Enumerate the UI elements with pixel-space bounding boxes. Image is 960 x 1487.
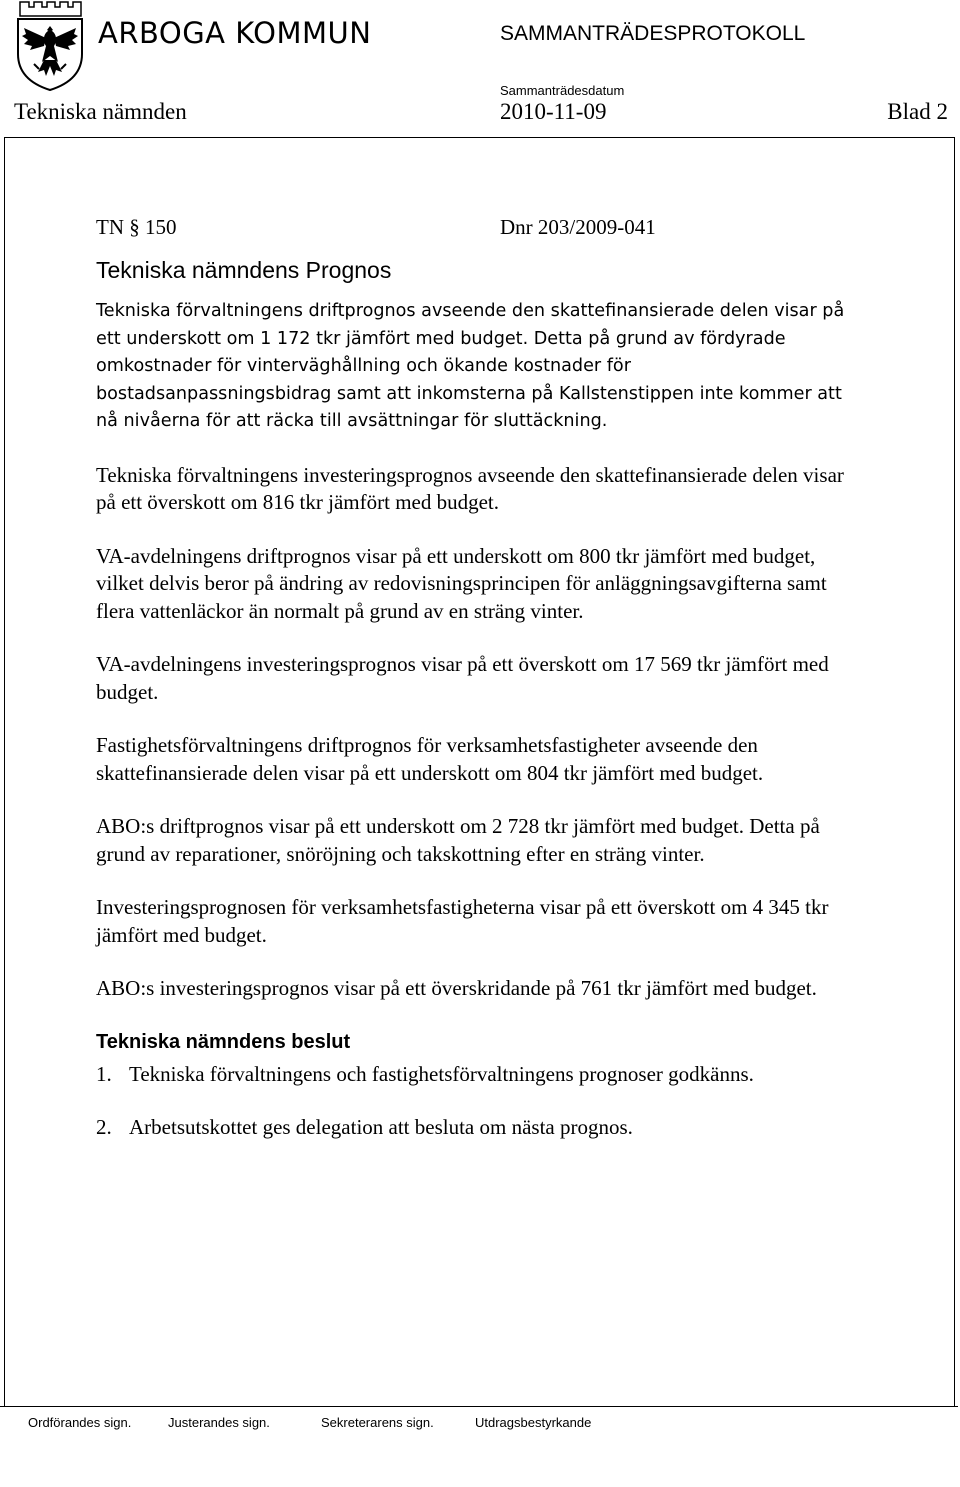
decision-item	[96, 1114, 856, 1142]
board-name: Tekniska nämnden	[14, 99, 187, 124]
meeting-date-label: Sammanträdesdatum	[500, 83, 625, 98]
arboga-coat-of-arms-icon	[14, 0, 86, 92]
paragraph-va-drift: VA-avdelningens driftprognos visar på ett underskott om 800 tkr jämfört med budget, vilket delvis beror på ändring av redovisningsprincipen för anläggningsavgifterna samt flera vattenläckor än normalt på grund av en sträng vinter.	[96, 543, 827, 623]
meeting-date: 2010-11-09	[500, 99, 607, 124]
document-type: SAMMANTRÄDESPROTOKOLL	[500, 22, 806, 45]
chair-signature-label: Ordförandes sign.	[28, 1415, 132, 1430]
protocol-body	[96, 214, 856, 1168]
paragraph-tekniska-drift: Tekniska förvaltningens driftprognos avseende den skattefinansierade delen visar på ett underskott om 1 172 tkr jämfört med budget. Detta på grund av fördyrade omkostnader för vinterväghållning och ökande kostnader för bostadsanpassningsbidrag samt att inkomsterna på Kallstenstippen inte kommer att nå nivåerna för att räcka till avsättningar för sluttäckning.	[96, 301, 845, 431]
organization-name: ARBOGA KOMMUN	[98, 16, 372, 50]
case-number: TN § 150	[96, 215, 177, 239]
paragraph-abo-investering: ABO:s investeringsprognos visar på ett överskridande på 761 tkr jämfört med budget.	[96, 976, 817, 1000]
decision-list	[96, 1061, 856, 1142]
case-reference	[96, 214, 856, 242]
decision-item-text: Tekniska förvaltningens och fastighetsförvaltningens prognoser godkänns.	[129, 1061, 754, 1086]
decision-heading: Tekniska nämndens beslut	[96, 1030, 351, 1053]
decision-item-number: 2.	[96, 1115, 112, 1139]
paragraph-tekniska-investering: Tekniska förvaltningens investeringsprognos avseende den skattefinansierade delen visar på ett överskott om 816 tkr jämfört med budget.	[96, 462, 844, 514]
paragraph-fastighet-drift: Fastighetsförvaltningens driftprognos för verksamhetsfastigheter avseende den skattefinansierade delen visar på ett underskott om 804 tkr jämfört med budget.	[96, 733, 764, 785]
paragraph-va-investering: VA-avdelningens investeringsprognos visar på ett överskott om 17 569 tkr jämfört med budget.	[96, 652, 829, 704]
secretary-signature-label: Sekreterarens sign.	[321, 1415, 434, 1430]
decision-item-text: Arbetsutskottet ges delegation att besluta om nästa prognos.	[129, 1115, 633, 1139]
extract-certify-label: Utdragsbestyrkande	[475, 1415, 592, 1430]
paragraph-abo-drift: ABO:s driftprognos visar på ett underskott om 2 728 tkr jämfört med budget. Detta på grund av reparationer, snöröjning och takskottning efter en sträng vinter.	[96, 814, 820, 866]
adjuster-signature-label: Justerandes sign.	[168, 1415, 270, 1430]
paragraph-fastighet-investering: Investeringsprognosen för verksamhetsfastigheterna visar på ett överskott om 4 345 tkr jämfört med budget.	[96, 895, 829, 947]
page-number: Blad 2	[887, 99, 948, 124]
case-title: Tekniska nämndens Prognos	[96, 257, 392, 283]
diary-number: Dnr 203/2009-041	[500, 215, 656, 239]
decision-item-number: 1.	[96, 1061, 112, 1086]
signature-footer	[0, 1406, 958, 1441]
decision-item	[96, 1061, 856, 1089]
